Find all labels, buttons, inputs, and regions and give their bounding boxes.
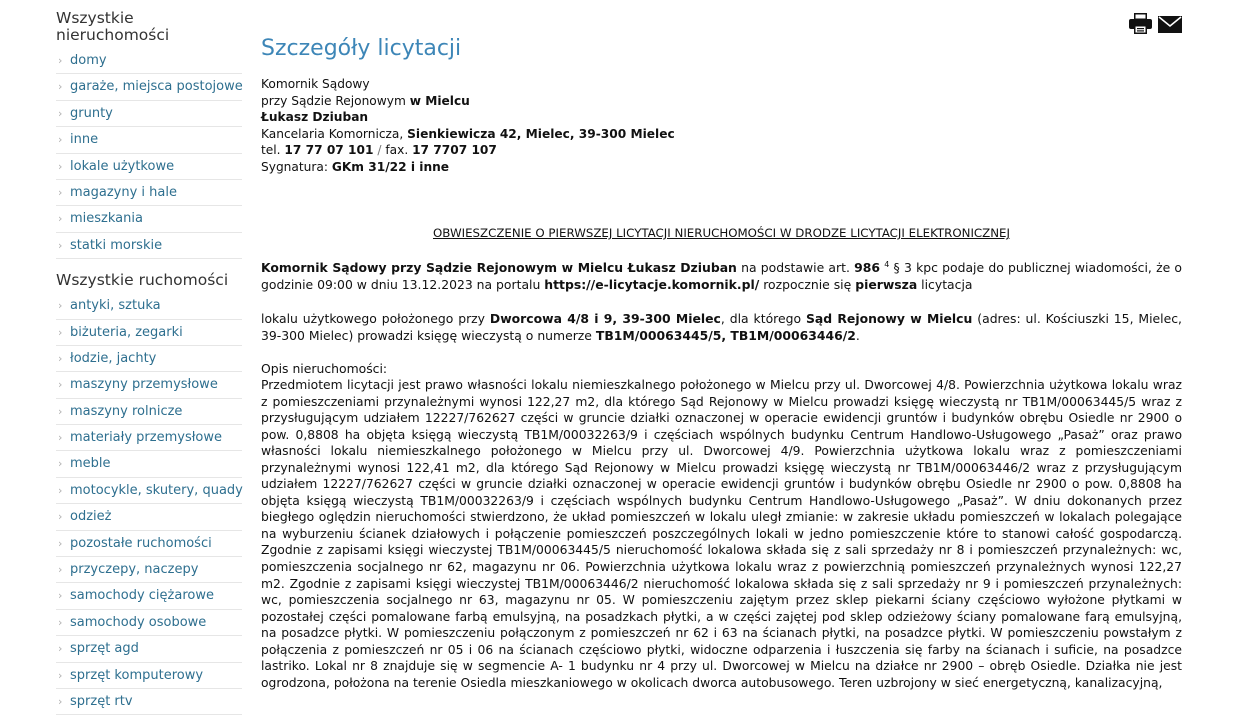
sidebar-item-label[interactable]: sprzęt rtv [70, 693, 133, 709]
sidebar-item[interactable] [56, 478, 242, 504]
bailiff-role: Komornik Sądowy [261, 77, 370, 91]
bailiff-name: Łukasz Dziuban [261, 110, 369, 124]
chevron-right-icon: › [58, 185, 63, 199]
bailiff-court: przy Sądzie Rejonowym w Mielcu [261, 93, 470, 108]
sidebar-item-label[interactable]: domy [70, 53, 107, 68]
sidebar-item[interactable] [56, 154, 242, 180]
chevron-right-icon: › [58, 325, 63, 339]
chevron-right-icon: › [58, 589, 63, 603]
chevron-right-icon: › [58, 694, 63, 708]
sidebar-item[interactable] [56, 48, 242, 74]
chevron-right-icon: › [58, 536, 63, 550]
portal-link[interactable]: https://e-licytacje.komornik.pl/ [544, 277, 760, 292]
sidebar-item[interactable] [56, 663, 242, 689]
sidebar [56, 10, 242, 715]
chevron-right-icon: › [58, 54, 63, 67]
sidebar-title-nieruchomosci: Wszystkie nieruchomości [56, 9, 170, 44]
sidebar-item-label[interactable]: grunty [70, 105, 113, 121]
chevron-right-icon: › [58, 457, 63, 471]
sidebar-item-label[interactable]: garaże, miejsca postojowe [70, 79, 243, 95]
sidebar-title-ruchomosci: Wszystkie ruchomości [56, 271, 229, 290]
chevron-right-icon: › [58, 133, 63, 147]
sidebar-item-label[interactable]: samochody ciężarowe [70, 588, 214, 604]
sidebar-item[interactable] [56, 320, 242, 346]
sidebar-item-label[interactable]: magazyny i hale [70, 184, 177, 200]
sidebar-item-label[interactable]: pozostałe ruchomości [70, 535, 212, 551]
chevron-right-icon: › [58, 483, 63, 497]
action-icons [1128, 12, 1184, 36]
sidebar-item[interactable] [56, 451, 242, 477]
sidebar-item-label[interactable]: meble [70, 456, 111, 472]
sidebar-item[interactable] [56, 689, 242, 715]
sidebar-item[interactable] [56, 531, 242, 557]
sidebar-item[interactable] [56, 557, 242, 583]
sidebar-item-label[interactable]: samochody osobowe [70, 614, 207, 630]
notice-intro: Komornik Sądowy przy Sądzie Rejonowym w Mielcu Łukasz Dziuban na podstawie art. 986 $^4$ § 3 kpc podaje do publicznej wiadomości, że o godzinie 09:00 w dniu 13.12.2023 na portalu https://e-licytacje.komornik.pl/ rozpocznie się pierwsza licytacja [261, 259, 1182, 292]
property-description: Przedmiotem licytacji jest prawo własności lokalu niemieszkalnego położonego w Mielcu przy ul. Dworcowej 4/8. Powierzchnia użytkowa lokalu wraz z pomieszczeniami przynależnymi wynosi 122,27 m2, dla którego Sąd Rejonowy w Mielcu prowadzi księgę wieczystą nr TB1M/00063445/5 wraz z przysługującym udziałem 12227/762627 części w gruncie działki oznaczonej w operacie ewidencji gruntów i budynków obrębu Osiedle nr 2900 o pow. 0,8808 ha objęta księgą wieczystą TB1M/00032263/9 i częściach wspólnych budynku Centrum Handlowo-Usługowego „Pasaż” oraz prawo własności lokalu niemieszkalnego położonego w Mielcu przy ul. Dworcowej 4/9. Powierzchnia użytkowa lokalu wraz z pomieszczeniami przynależnymi wynosi 122,41 m2, dla którego Sąd Rejonowy w Mielcu prowadzi księgę wieczystą nr TB1M/00063446/2 wraz z przysługującym udziałem 12227/762627 części w gruncie działki oznaczonej w operacie ewidencji gruntów i budynków obrębu Osiedle nr 2900 o pow. 0,8808 ha objęta księgą wieczystą TB1M/00032263/9 i częściach wspólnych budynku Centrum Handlowo-Usługowego „Pasaż”. W dniu dokonanych przez biegłego oględzin nieruchomości stwierdzono, że układ pomieszczeń w lokalu uległ zmianie: w zakresie układu pomieszczeń w lokalach polegające na wyburzeniu ścianek działowych i połączenie pomieszczeń poszczególnych lokali w jedno pomieszczenie które to stanowi całość gospodarczą. Zgodnie z zapisami księgi wieczystej TB1M/00063445/5 nieruchomość lokalowa składa się z sali sprzedaży nr 8 i pomieszczeń przynależnych: wc, pomieszczenia socjalnego nr 62, magazynu nr 06. Powierzchnia użytkowa lokalu wraz z powierzchnią pomieszczeń przynależnych wynosi 122,27 m2. Zgodnie z zapisami księgi wieczystej TB1M/00063446/2 nieruchomość lokalowa składa się z sali sprzedaży nr 9 i pomieszczeń przynależnych: wc, pomieszczenia socjalnego nr 63, magazynu nr 05. W pomieszczeniu zajętym przez sklep piekarni ściany częściowo wyłożone płytkami w pozostałej części pomalowane farbą emulsyjną, na posadzkach płytki, a w części zajętej pod sklep odzieżowy ściany pomalowane farą emulsyjną, na posadzce płytki. W pomieszczeniu połączonym z pomieszczeń nr 62 i 63 na ścianach płytki, na posadzce płytki. W pomieszczeniu powstałym z połączenia z pomieszczeń nr 05 i 06 na ścianach częściowo płytki, widoczne odparzenia i łuszczenia się farby na ścianach i suficie, na posadzce lastriko. Lokal nr 8 znajduje się w segmencie A- 1 budynku nr 4 przy ul. Dworcowej w Mielcu na działce nr 2900 – obręb Osiedle. Działka nie jest ogrodzona, położona na terenie Osiedla mieszkaniowego w okolicach dworca autobusowego. Teren uzbrojony w sieć energetyczną, kanalizacyjną, [261, 378, 1182, 690]
sidebar-item-label[interactable]: biżuteria, zegarki [70, 324, 183, 340]
sidebar-item-label[interactable]: antyki, sztuka [70, 298, 161, 314]
sidebar-item-label[interactable]: motocykle, skutery, quady [70, 482, 243, 498]
sidebar-item[interactable] [56, 206, 242, 232]
chevron-right-icon: › [58, 563, 63, 577]
chevron-right-icon: › [58, 299, 63, 313]
chevron-right-icon: › [58, 642, 63, 656]
sidebar-item-label[interactable]: maszyny przemysłowe [70, 377, 218, 393]
chevron-right-icon: › [58, 510, 63, 524]
chevron-right-icon: › [58, 106, 63, 120]
sidebar-item-label[interactable]: maszyny rolnicze [70, 403, 183, 419]
chevron-right-icon: › [58, 212, 63, 226]
page-title: Szczegóły licytacji [261, 36, 462, 61]
sidebar-item[interactable] [56, 180, 242, 206]
sidebar-item[interactable] [56, 399, 242, 425]
chevron-right-icon: › [58, 431, 63, 445]
sidebar-item[interactable] [56, 346, 242, 372]
sidebar-item[interactable] [56, 583, 242, 609]
sidebar-item-label[interactable]: mieszkania [70, 211, 143, 227]
case-signature: Sygnatura: GKm 31/22 i inne [261, 159, 450, 174]
sidebar-item[interactable] [56, 101, 242, 127]
chevron-right-icon: › [58, 80, 63, 94]
fax-number: 17 7707 107 [412, 143, 497, 157]
sidebar-item[interactable] [56, 610, 242, 636]
sidebar-item[interactable] [56, 127, 242, 153]
chevron-right-icon: › [58, 159, 63, 173]
bailiff-header [261, 76, 675, 175]
sidebar-item[interactable] [56, 293, 242, 319]
sidebar-item-label[interactable]: statki morskie [70, 237, 163, 253]
sidebar-item-label[interactable]: inne [70, 132, 99, 148]
sidebar-item[interactable] [56, 425, 242, 451]
property-location: lokalu użytkowego położonego przy Dworcowa 4/8 i 9, 39-300 Mielec, dla którego Sąd Rejonowy w Mielcu (adres: ul. Kościuszki 15, Mielec, 39-300 Mielec) prowadzi księgę wieczystą o numerze TB1M/00063445/5, TB1M/00063446/2. [261, 311, 1182, 343]
sidebar-item-label[interactable]: sprzęt agd [70, 641, 139, 657]
chevron-right-icon: › [58, 615, 63, 629]
sidebar-item-label[interactable]: łodzie, jachty [70, 350, 157, 366]
contact-phones: tel. 17 77 07 101 / fax. 17 7707 107 [261, 143, 497, 157]
description-label: Opis nieruchomości: [261, 361, 388, 376]
chevron-right-icon: › [58, 404, 63, 418]
chevron-right-icon: › [58, 378, 63, 392]
sidebar-item[interactable] [56, 372, 242, 398]
sidebar-item-label[interactable]: materiały przemysłowe [70, 430, 222, 446]
envelope-icon[interactable] [1158, 16, 1182, 37]
chevron-right-icon: › [58, 668, 63, 682]
sidebar-item[interactable] [56, 504, 242, 530]
sidebar-list-ruchomosci [56, 293, 242, 715]
sidebar-item-label[interactable]: odzież [70, 509, 112, 525]
sidebar-item-label[interactable]: sprzęt komputerowy [70, 667, 204, 683]
sidebar-list-nieruchomosci [56, 48, 242, 259]
printer-icon[interactable] [1128, 12, 1153, 39]
sidebar-item-label[interactable]: lokale użytkowe [70, 158, 175, 174]
sidebar-item[interactable] [56, 233, 242, 259]
chevron-right-icon: › [58, 351, 63, 365]
sidebar-item-label[interactable]: przyczepy, naczepy [70, 562, 199, 578]
sidebar-item[interactable] [56, 74, 242, 100]
chevron-right-icon: › [58, 238, 63, 252]
notice-title: OBWIESZCZENIE O PIERWSZEJ LICYTACJI NIERUCHOMOŚCI W DRODZE LICYTACJI ELEKTRONICZNEJ [432, 226, 1010, 240]
sidebar-item[interactable] [56, 636, 242, 662]
phone-number: 17 77 07 101 [284, 143, 374, 157]
office-address: Kancelaria Komornicza, Sienkiewicza 42, Mielec, 39-300 Mielec [261, 126, 675, 141]
